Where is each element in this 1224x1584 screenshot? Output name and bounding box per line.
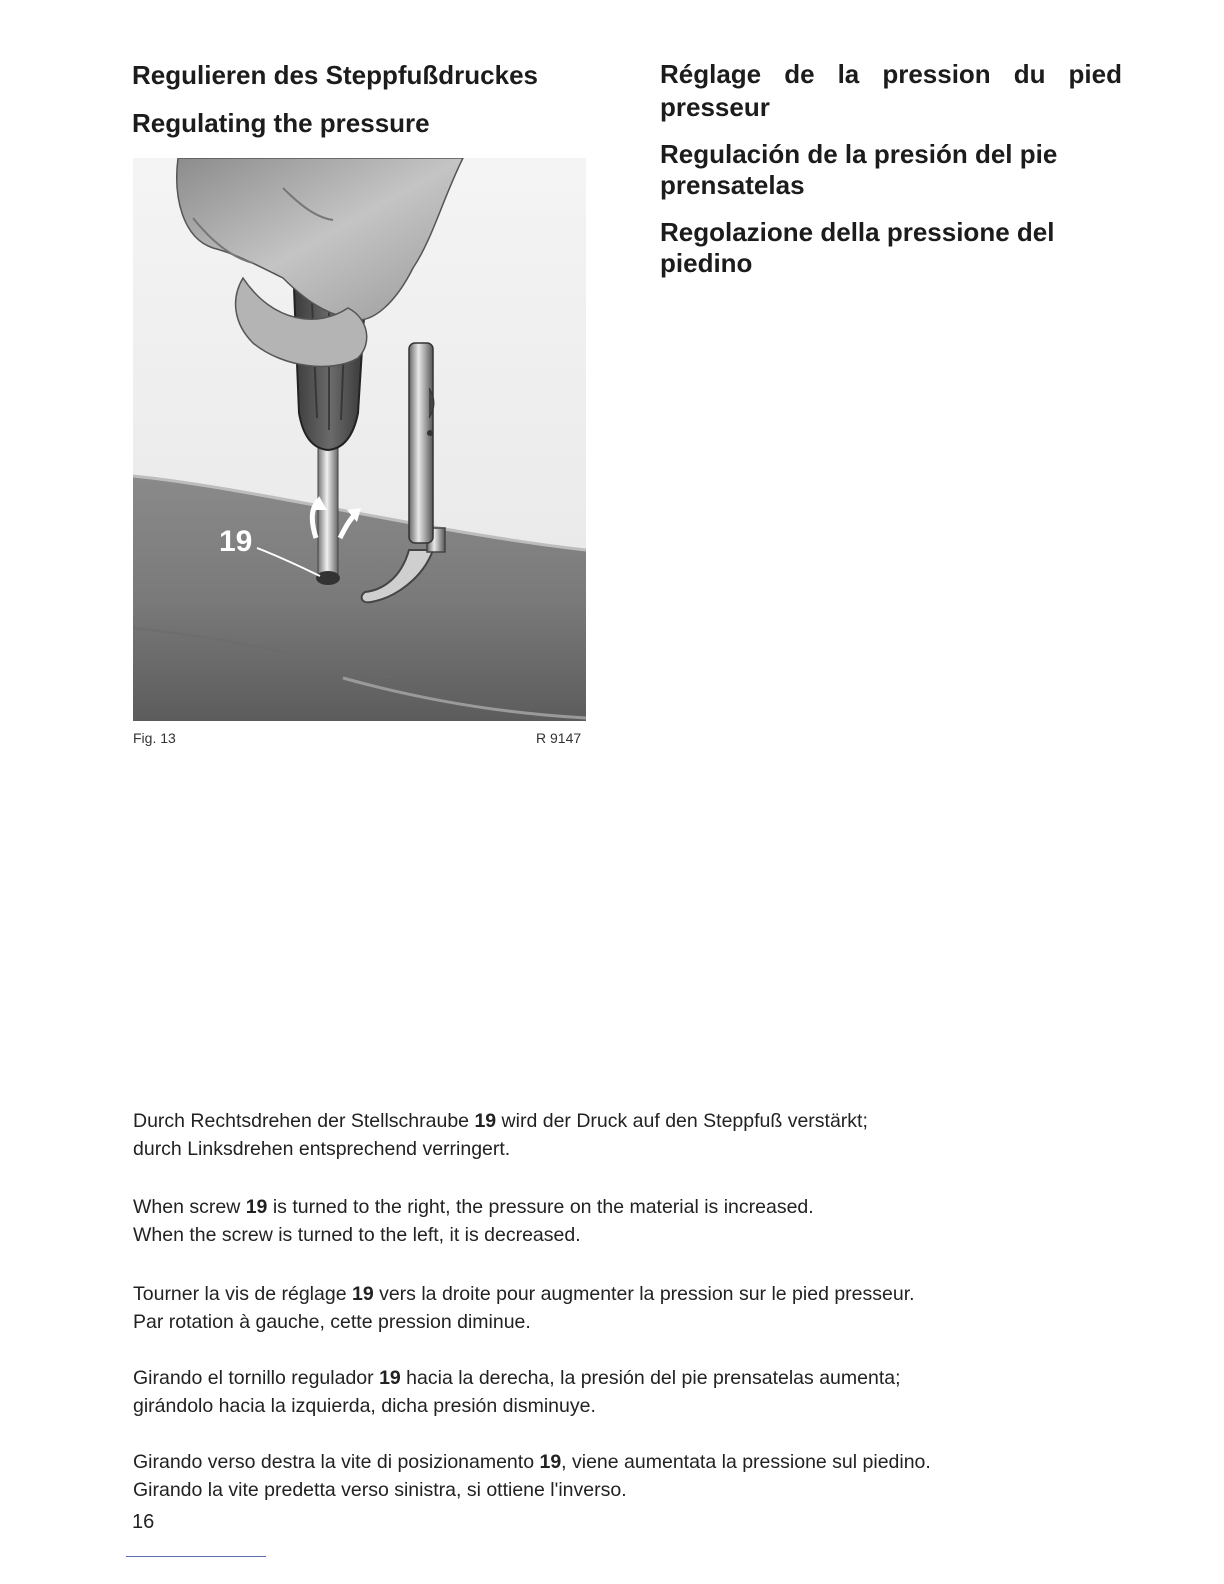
heading-spanish: Regulación de la presión del pie prensatelas bbox=[660, 139, 1058, 200]
paragraph-spanish: Girando el tornillo regulador 19 hacia la derecha, la presión del pie prensatelas aumenta; girándolo hacia la izquierda, dicha presión disminuye. bbox=[133, 1367, 901, 1417]
figure-caption: Fig. 13 bbox=[133, 730, 176, 746]
figure-reference: R 9147 bbox=[536, 730, 582, 746]
paragraph-italian: Girando verso destra la vite di posizionamento 19, viene aumentata la pressione sul piedino. Girando la vite predetta verso sinistra, si ottiene l'inverso. bbox=[133, 1451, 931, 1501]
callout-19-label: 19 bbox=[219, 525, 253, 558]
heading-french: Réglage de la pression du pied presseur bbox=[660, 59, 1122, 122]
heading-english: Regulating the pressure bbox=[132, 108, 430, 138]
figure-13-photo bbox=[133, 158, 586, 721]
heading-german: Regulieren des Steppfußdruckes bbox=[132, 60, 538, 90]
paragraph-french: Tourner la vis de réglage 19 vers la droite pour augmenter la pression sur le pied presseur. Par rotation à gauche, cette pression diminue. bbox=[133, 1283, 915, 1333]
paragraph-english: When screw 19 is turned to the right, the pressure on the material is increased. When the screw is turned to the left, it is decreased. bbox=[133, 1196, 814, 1246]
page-number: 16 bbox=[132, 1511, 155, 1533]
paragraph-german: Durch Rechtsdrehen der Stellschraube 19 wird der Druck auf den Steppfuß verstärkt; durch Linksdrehen entsprechend verringert. bbox=[133, 1110, 868, 1160]
footer-rule bbox=[126, 1556, 266, 1557]
heading-italian: Regolazione della pressione del piedino bbox=[660, 217, 1055, 278]
